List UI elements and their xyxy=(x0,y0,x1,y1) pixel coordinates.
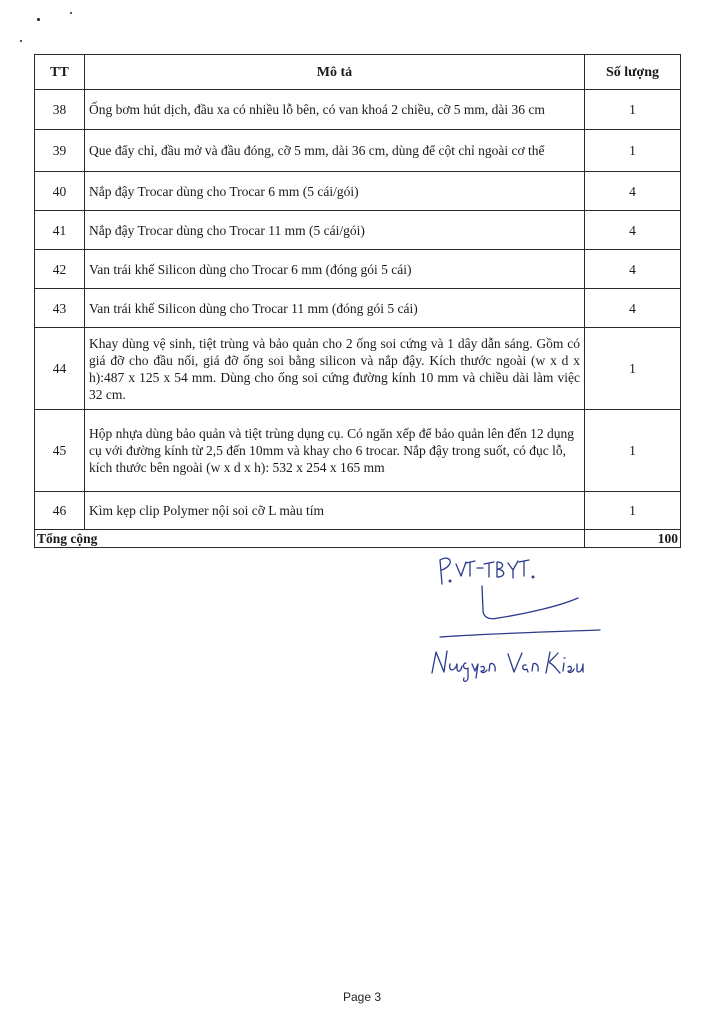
row-quantity: 4 xyxy=(585,250,681,289)
row-quantity: 1 xyxy=(585,328,681,410)
row-quantity: 4 xyxy=(585,211,681,250)
row-description: Khay dùng vệ sinh, tiệt trùng và bảo quản cho 2 ống soi cứng và 1 dây dẫn sáng. Gồm có giá đỡ cho đầu nối, giá đỡ ống soi bằng silicon và nắp đậy. Kích thước ngoài (w x d x h):487 x 125 x 54 mm. Dùng cho ống soi cứng đường kính 10 mm và chiều dài làm việc 32 cm. xyxy=(85,328,585,410)
row-number: 41 xyxy=(35,211,85,250)
row-description: Nắp đậy Trocar dùng cho Trocar 6 mm (5 cái/gói) xyxy=(85,172,585,211)
page-number: Page 3 xyxy=(342,990,382,1004)
table-row xyxy=(35,90,681,130)
row-description: Kìm kẹp clip Polymer nội soi cỡ L màu tím xyxy=(85,492,585,530)
row-description: Nắp đậy Trocar dùng cho Trocar 11 mm (5 cái/gói) xyxy=(85,211,585,250)
total-value: 100 xyxy=(585,530,681,548)
table-row xyxy=(35,289,681,328)
row-quantity: 1 xyxy=(585,410,681,492)
row-number: 46 xyxy=(35,492,85,530)
total-row xyxy=(35,530,681,548)
header-quantity: Số lượng xyxy=(585,55,681,90)
handwritten-signature xyxy=(420,548,620,698)
row-number: 38 xyxy=(35,90,85,130)
row-description: Ống bơm hút dịch, đầu xa có nhiều lỗ bên, có van khoá 2 chiều, cỡ 5 mm, dài 36 cm xyxy=(85,90,585,130)
table-row xyxy=(35,250,681,289)
row-number: 44 xyxy=(35,328,85,410)
scan-speck xyxy=(70,12,72,14)
table-row xyxy=(35,172,681,211)
row-quantity: 1 xyxy=(585,90,681,130)
row-quantity: 1 xyxy=(585,492,681,530)
scan-speck xyxy=(20,40,22,42)
row-quantity: 4 xyxy=(585,289,681,328)
equipment-table xyxy=(34,54,681,548)
row-quantity: 4 xyxy=(585,172,681,211)
row-number: 39 xyxy=(35,130,85,172)
table-row xyxy=(35,492,681,530)
row-description: Hộp nhựa dùng bảo quản và tiệt trùng dụng cụ. Có ngăn xếp để bảo quản lên đến 12 dụng cụ với đường kính từ 2,5 đến 10mm và khay cho 6 trocar. Nắp đậy trong suốt, có đục lỗ, kích thước bên ngoài (w x d x h): 532 x 254 x 165 mm xyxy=(85,410,585,492)
row-description: Que đẩy chỉ, đầu mở và đầu đóng, cỡ 5 mm, dài 36 cm, dùng để cột chỉ ngoài cơ thể xyxy=(85,130,585,172)
row-quantity: 1 xyxy=(585,130,681,172)
row-number: 42 xyxy=(35,250,85,289)
row-number: 45 xyxy=(35,410,85,492)
table-header-row xyxy=(35,55,681,90)
table-row xyxy=(35,328,681,410)
row-number: 43 xyxy=(35,289,85,328)
row-description: Van trái khế Silicon dùng cho Trocar 11 mm (đóng gói 5 cái) xyxy=(85,289,585,328)
table-row xyxy=(35,410,681,492)
scan-speck xyxy=(37,18,40,21)
table-row xyxy=(35,130,681,172)
row-number: 40 xyxy=(35,172,85,211)
row-description: Van trái khế Silicon dùng cho Trocar 6 mm (đóng gói 5 cái) xyxy=(85,250,585,289)
table-row xyxy=(35,211,681,250)
header-tt: TT xyxy=(35,55,85,90)
header-description: Mô tả xyxy=(85,55,585,90)
total-label: Tổng cộng xyxy=(35,530,585,548)
